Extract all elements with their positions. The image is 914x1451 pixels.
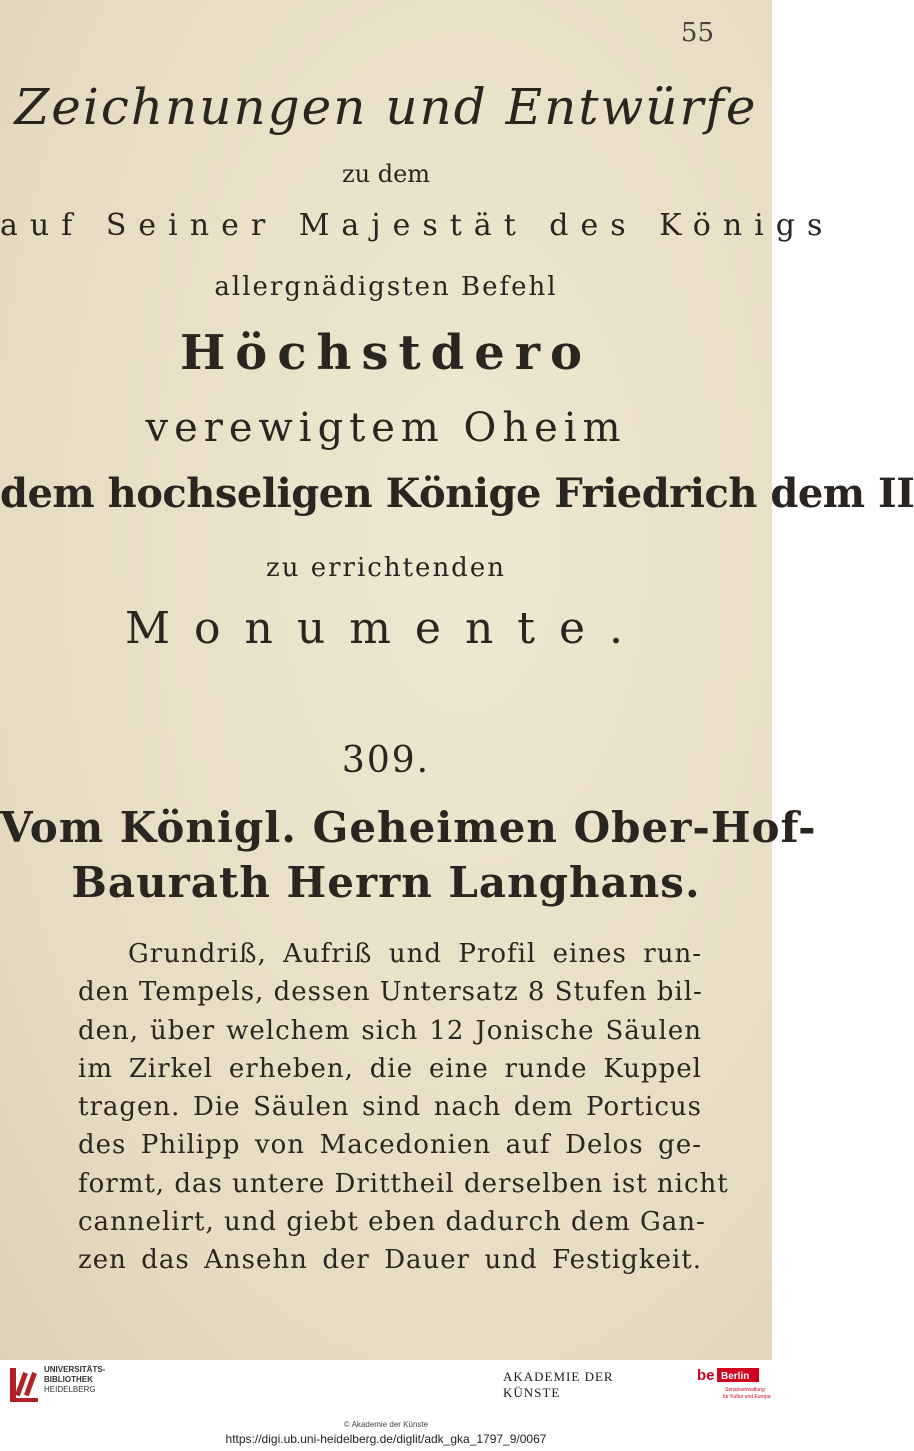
- title-line-zu-errichtenden: zu errichtenden: [266, 553, 506, 583]
- university-library-name[interactable]: UNIVERSITÄTS- BIBLIOTHEK HEIDELBERG: [44, 1365, 106, 1394]
- body-line: tragen. Die Säulen sind nach dem Porticus: [78, 1092, 702, 1123]
- copyright-notice: © Akademie der Künste: [343, 1420, 429, 1429]
- title-line-auf: auf Seiner Majestät des Königs: [0, 208, 835, 243]
- body-line: im Zirkel erheben, die eine runde Kuppel: [78, 1053, 702, 1084]
- title-line-zu-dem: zu dem: [341, 160, 431, 188]
- body-line: den, über welchem sich 12 Jonische Säulen: [78, 1015, 702, 1046]
- source-url-link[interactable]: https://digi.ub.uni-heidelberg.de/diglit/adk_gka_1797_9/0067: [225, 1432, 547, 1446]
- body-line: Grundriß, Aufriß und Profil eines run-: [128, 939, 702, 969]
- svg-text:Senatsverwaltung: Senatsverwaltung: [725, 1387, 765, 1393]
- body-line: formt, das untere Drittheil derselben ist nicht: [78, 1168, 729, 1199]
- entry-number: 309.: [341, 740, 431, 781]
- title-line-allergnaedigsten: allergnädigsten Befehl: [214, 272, 558, 302]
- berlin-senate-logo-icon[interactable]: [697, 1364, 771, 1406]
- svg-text:be: be: [697, 1367, 715, 1384]
- page-title: Zeichnungen und Entwürfe: [14, 78, 758, 136]
- svg-text:für Kultur und Europa: für Kultur und Europa: [723, 1394, 771, 1400]
- akademie-label: AKADEMIE DER KÜNSTE: [492, 1363, 686, 1407]
- title-line-friedrich: dem hochseligen Könige Friedrich dem II: [0, 470, 914, 517]
- title-line-hoechstdero: Höchstdero: [179, 325, 593, 381]
- body-line: cannelirt, und giebt eben dadurch dem Gan-: [78, 1207, 706, 1238]
- akademie-der-kuenste-logo[interactable]: [492, 1366, 686, 1404]
- title-line-monumente: Monumente.: [124, 603, 648, 654]
- body-line: den Tempels, dessen Untersatz 8 Stufen bil-: [78, 977, 703, 1008]
- svg-text:Berlin: Berlin: [721, 1371, 750, 1382]
- body-line: zen das Ansehn der Dauer und Festigkeit.: [78, 1245, 702, 1276]
- entry-body: [78, 935, 729, 1280]
- title-line-verewigtem: verewigtem Oheim: [145, 405, 627, 451]
- entry-heading-line1: Vom Königl. Geheimen Ober-Hof-: [0, 803, 817, 852]
- body-line: des Philipp von Macedonien auf Delos ge-: [78, 1130, 702, 1161]
- page-number: 55: [680, 18, 714, 48]
- entry-heading-line2: Baurath Herrn Langhans.: [71, 858, 701, 907]
